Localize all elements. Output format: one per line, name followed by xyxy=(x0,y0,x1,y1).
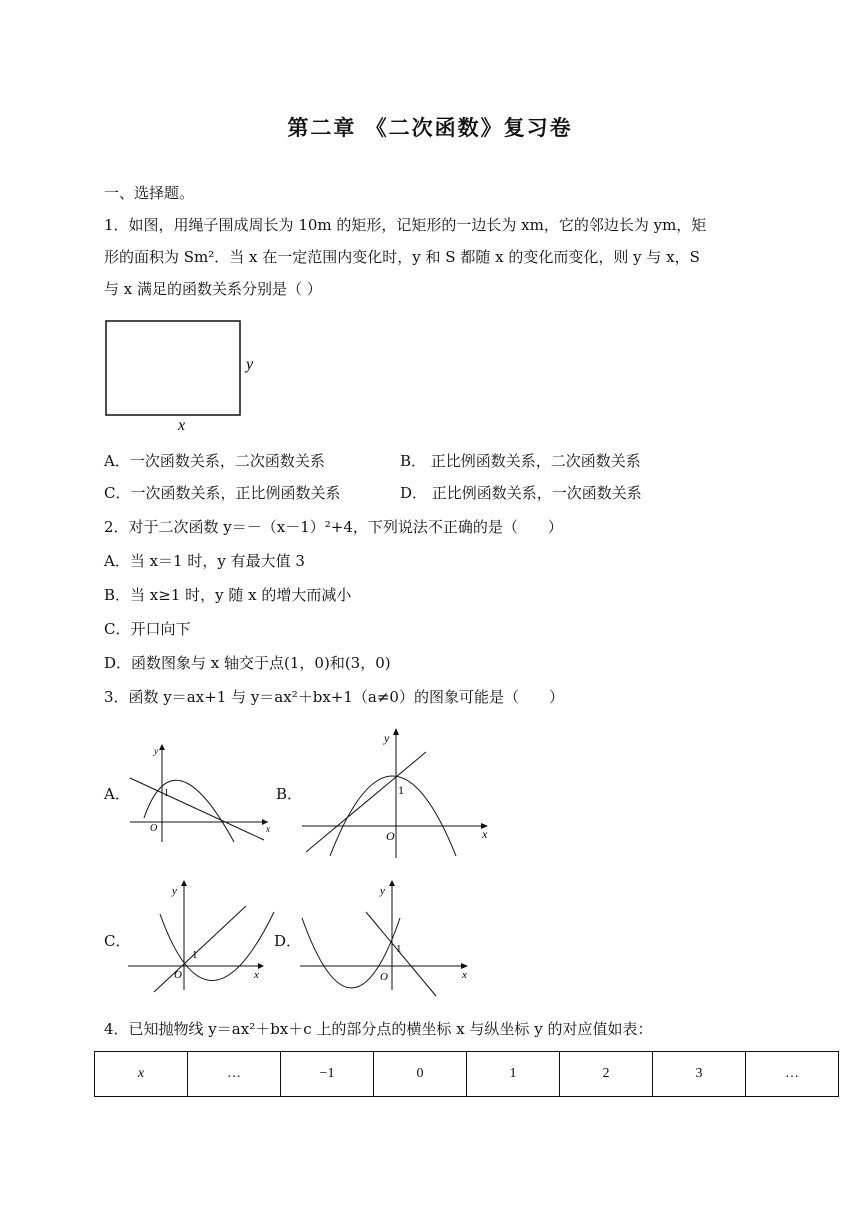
rect-label-x: x xyxy=(178,417,186,434)
q2-stem: 2．对于二次函数 y＝－（x－1）²+4，下列说法不正确的是（ ） xyxy=(104,518,563,536)
graph-c-origin: O xyxy=(174,969,182,981)
q1-option-a[interactable]: A．一次函数关系，二次函数关系 xyxy=(104,452,325,470)
graph-c-y: y xyxy=(172,885,177,897)
q1-option-c[interactable]: C．一次函数关系，正比例函数关系 xyxy=(104,484,341,502)
table-cell: x xyxy=(95,1052,188,1097)
graph-b-one: 1 xyxy=(398,783,404,797)
graph-b-origin: O xyxy=(386,829,395,843)
graph-d-one: 1 xyxy=(396,943,402,955)
graph-b-x: x xyxy=(482,827,488,841)
q1-option-d[interactable]: D． 正比例函数关系，一次函数关系 xyxy=(400,484,642,502)
q1-rectangle-figure xyxy=(100,314,270,436)
graph-a-one: 1 xyxy=(164,788,169,799)
graph-a-x: x xyxy=(266,824,270,834)
graph-c-x: x xyxy=(254,969,259,981)
table-cell: 3 xyxy=(653,1052,746,1097)
table-cell: 2 xyxy=(560,1052,653,1097)
q4-stem: 4．已知抛物线 y＝ax²＋bx＋c 上的部分点的横坐标 x 与纵坐标 y 的对应值如表： xyxy=(104,1020,653,1038)
graph-c-one: 1 xyxy=(192,949,198,961)
table-cell: … xyxy=(188,1052,281,1097)
graph-a-y: y xyxy=(154,746,158,756)
graph-a-origin: O xyxy=(150,823,158,834)
graph-b-y: y xyxy=(384,731,390,745)
q3-graph-a xyxy=(124,742,272,846)
table-cell: 0 xyxy=(374,1052,467,1097)
q2-option-c[interactable]: C．开口向下 xyxy=(104,620,191,638)
q3-graph-c xyxy=(124,878,280,998)
graph-d-x: x xyxy=(462,969,467,981)
q3-option-b-label[interactable]: B． xyxy=(276,785,303,803)
q3-option-a-label[interactable]: A． xyxy=(104,785,130,803)
q2-option-d[interactable]: D．函数图象与 x 轴交于点(1，0)和(3，0) xyxy=(104,654,391,672)
q1-stem-line-1: 1．如图，用绳子围成周长为 10m 的矩形，记矩形的一边长为 xm，它的邻边长为 ym，矩 xyxy=(104,216,707,234)
page-title: 第二章 《二次函数》复习卷 xyxy=(287,115,573,140)
q3-stem: 3．函数 y＝ax+1 与 y＝ax²＋bx+1（a≠0）的图象可能是（ ） xyxy=(104,688,564,706)
graph-d-origin: O xyxy=(380,971,388,983)
q3-option-d-label[interactable]: D． xyxy=(274,932,302,950)
q4-value-table xyxy=(94,1051,839,1097)
q3-graph-d xyxy=(296,878,476,998)
graph-d-y: y xyxy=(380,885,385,897)
table-cell: −1 xyxy=(281,1052,374,1097)
table-cell: 1 xyxy=(467,1052,560,1097)
q1-option-b[interactable]: B． 正比例函数关系，二次函数关系 xyxy=(400,452,641,470)
q3-option-c-label[interactable]: C． xyxy=(104,932,131,950)
rectangle-shape xyxy=(106,321,240,415)
section-heading: 一、选择题。 xyxy=(104,184,195,202)
table-row xyxy=(95,1052,839,1097)
q1-stem-line-3: 与 x 满足的函数关系分别是（ ） xyxy=(104,280,322,298)
rect-label-y: y xyxy=(246,356,254,373)
q2-option-a[interactable]: A．当 x＝1 时，y 有最大值 3 xyxy=(104,552,305,570)
q1-stem-line-2: 形的面积为 Sm²．当 x 在一定范围内变化时，y 和 S 都随 x 的变化而变化，则 y 与 x，S xyxy=(104,248,700,266)
q3-graph-b xyxy=(296,726,496,860)
table-cell: … xyxy=(746,1052,839,1097)
q2-option-b[interactable]: B．当 x≥1 时，y 随 x 的增大而减小 xyxy=(104,586,352,604)
